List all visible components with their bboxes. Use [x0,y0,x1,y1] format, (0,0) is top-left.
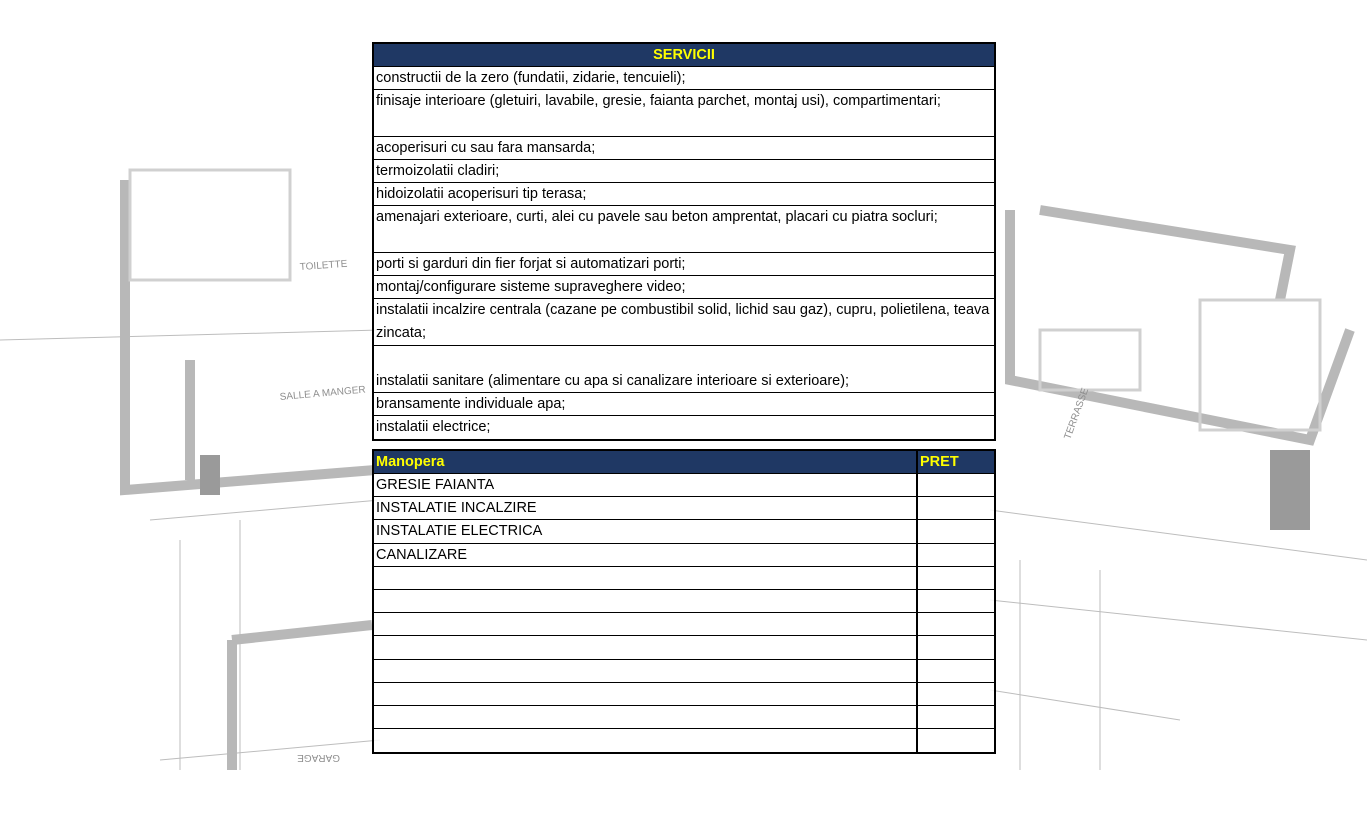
svg-text:SALLE A MANGER: SALLE A MANGER [279,384,367,403]
services-title: SERVICII [374,44,994,67]
labor-cell[interactable] [374,729,918,752]
price-cell[interactable] [918,567,994,590]
service-item: montaj/configurare sisteme supraveghere video; [374,276,994,299]
svg-text:GARAGE: GARAGE [297,752,340,763]
service-item: hidoizolatii acoperisuri tip terasa; [374,183,994,206]
service-item: instalatii sanitare (alimentare cu apa si canalizare interioare si exterioare); [374,346,994,393]
labor-cell[interactable] [374,683,918,706]
price-cell[interactable] [918,636,994,659]
labor-cell[interactable]: INSTALATIE ELECTRICA [374,520,918,543]
service-item: instalatii incalzire centrala (cazane pe combustibil solid, lichid sau gaz), cupru, polietilena, teava zincata; [374,299,994,346]
svg-text:TERRASSE: TERRASSE [1062,386,1092,442]
labor-price-table [372,449,996,754]
service-item: constructii de la zero (fundatii, zidarie, tencuieli); [374,67,994,90]
labor-header: Manopera [374,451,918,474]
price-cell[interactable] [918,520,994,543]
labor-cell[interactable] [374,567,918,590]
service-item: porti si garduri din fier forjat si automatizari porti; [374,253,994,276]
service-item: finisaje interioare (gletuiri, lavabile, gresie, faianta parchet, montaj usi), compartimentari; [374,90,994,137]
service-item: bransamente individuale apa; [374,393,994,416]
service-item: acoperisuri cu sau fara mansarda; [374,137,994,160]
price-cell[interactable] [918,729,994,752]
labor-cell[interactable] [374,636,918,659]
labor-cell[interactable] [374,590,918,613]
price-header: PRET [918,451,994,474]
labor-cell[interactable]: CANALIZARE [374,544,918,567]
labor-cell[interactable]: INSTALATIE INCALZIRE [374,497,918,520]
price-cell[interactable] [918,590,994,613]
labor-cell[interactable] [374,613,918,636]
service-item: instalatii electrice; [374,416,994,439]
service-item: amenajari exterioare, curti, alei cu pavele sau beton amprentat, placari cu piatra socluri; [374,206,994,253]
labor-cell[interactable]: GRESIE FAIANTA [374,474,918,497]
labor-cell[interactable] [374,660,918,683]
svg-text:TOILETTE: TOILETTE [299,258,348,273]
services-table [372,42,996,441]
price-cell[interactable] [918,706,994,729]
price-cell[interactable] [918,544,994,567]
price-cell[interactable] [918,497,994,520]
price-cell[interactable] [918,660,994,683]
price-cell[interactable] [918,683,994,706]
price-cell[interactable] [918,613,994,636]
price-cell[interactable] [918,474,994,497]
service-item: termoizolatii cladiri; [374,160,994,183]
labor-cell[interactable] [374,706,918,729]
